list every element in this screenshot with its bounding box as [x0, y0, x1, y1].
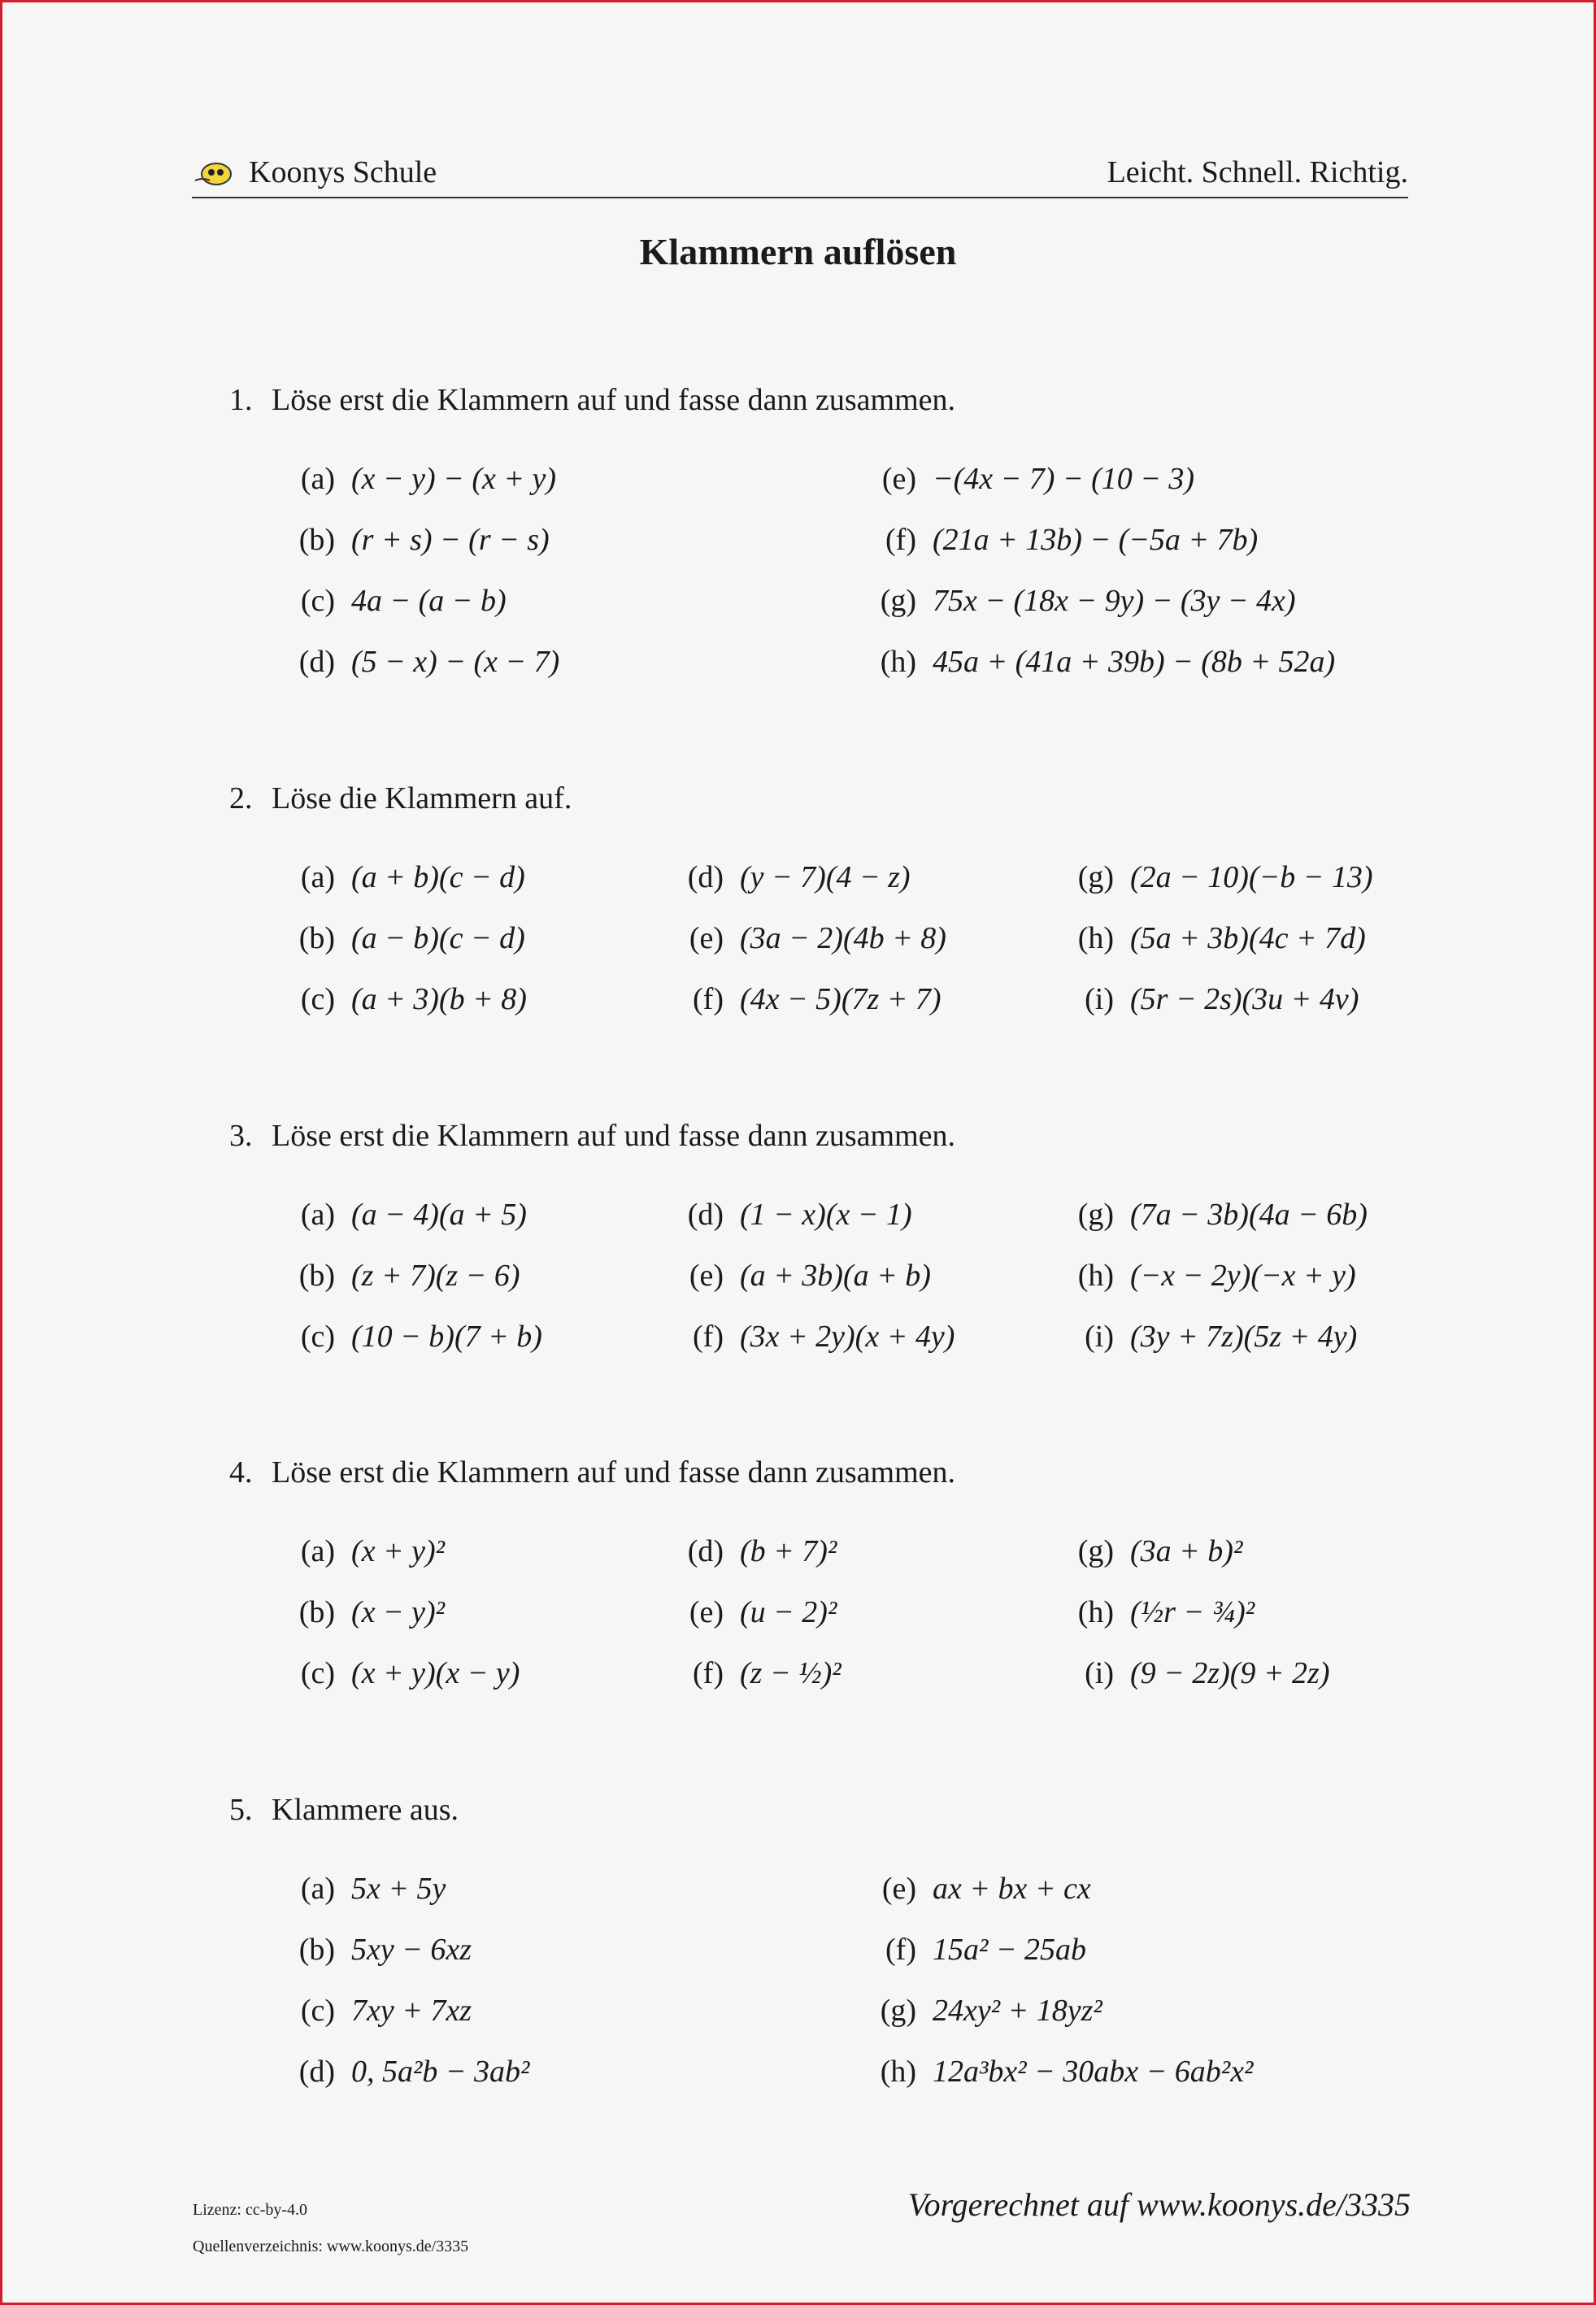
exercise-item: [861, 459, 1194, 499]
item-label: (g): [880, 1994, 916, 2028]
item-label: (b): [298, 921, 335, 955]
item-label: (b): [298, 1259, 335, 1293]
exercise-item: [280, 459, 556, 499]
brand-name: Koonys Schule: [249, 155, 437, 189]
exercise-item: [668, 1653, 841, 1694]
item-label: (h): [1077, 921, 1114, 955]
item-expression: (2a − 10)(−b − 13): [1130, 860, 1373, 894]
item-expression: (10 − b)(7 + b): [351, 1320, 542, 1354]
exercise-instruction: Löse erst die Klammern auf und fasse dann zusammen.: [272, 1455, 956, 1490]
exercise-item: [280, 1990, 472, 2031]
item-label: (d): [687, 1534, 724, 1568]
item-expression: (1 − x)(x − 1): [740, 1198, 912, 1232]
item-expression: (5r − 2s)(3u + 4v): [1130, 982, 1359, 1016]
exercise-item: [1059, 1255, 1356, 1296]
brand[interactable]: [192, 154, 437, 190]
page-title: Klammern auflösen: [639, 231, 957, 272]
exercise-instruction: Löse die Klammern auf.: [272, 781, 572, 815]
exercise-item: [668, 1531, 837, 1572]
item-expression: (−x − 2y)(−x + y): [1130, 1259, 1356, 1293]
exercise-item: [280, 1194, 527, 1235]
item-label: (f): [693, 1656, 724, 1690]
item-label: (i): [1085, 1656, 1114, 1690]
item-expression: (a − b)(c − d): [351, 921, 525, 955]
item-expression: 12a³bx² − 30abx − 6ab²x²: [933, 2055, 1254, 2089]
item-expression: (4x − 5)(7z + 7): [740, 982, 942, 1016]
item-label: (d): [298, 645, 335, 679]
exercise-item: [668, 857, 911, 898]
item-expression: 0, 5a²b − 3ab²: [351, 2055, 530, 2089]
exercise-item: [1059, 1653, 1329, 1694]
item-label: (d): [687, 860, 724, 894]
item-label: (f): [693, 982, 724, 1016]
item-expression: ax + bx + cx: [933, 1872, 1091, 1906]
item-expression: (u − 2)²: [740, 1595, 837, 1629]
item-label: (f): [693, 1320, 724, 1354]
exercise-item: [280, 520, 550, 560]
exercise-item: [1059, 857, 1373, 898]
item-label: (e): [689, 1259, 724, 1293]
exercise-item: [1059, 1194, 1368, 1235]
item-label: (e): [881, 462, 916, 496]
item-label: (b): [298, 523, 335, 557]
exercise-item: [280, 641, 559, 682]
item-expression: (9 − 2z)(9 + 2z): [1130, 1656, 1330, 1690]
item-label: (h): [880, 645, 916, 679]
item-label: (a): [300, 1534, 335, 1568]
exercise-item: [861, 1990, 1102, 2031]
item-expression: (z + 7)(z − 6): [351, 1259, 520, 1293]
item-expression: (x − y)²: [351, 1595, 446, 1629]
exercise-item: [280, 1929, 472, 1970]
exercise-item: [280, 857, 525, 898]
item-expression: (3x + 2y)(x + 4y): [740, 1320, 955, 1354]
exercise-4: [229, 1452, 1408, 1690]
item-label: (i): [1085, 1320, 1114, 1354]
license-text: Lizenz: cc-by-4.0: [193, 2201, 308, 2219]
item-expression: 4a − (a − b): [351, 584, 507, 618]
exercise-instruction: Löse erst die Klammern auf und fasse dann zusammen.: [272, 1119, 956, 1153]
exercise-item: [1059, 1316, 1357, 1357]
item-expression: (a + 3b)(a + b): [740, 1259, 931, 1293]
exercise-item: [668, 979, 942, 1020]
exercise-item: [861, 581, 1296, 621]
item-label: (b): [298, 1595, 335, 1629]
exercise-item: [668, 918, 946, 959]
item-expression: (21a + 13b) − (−5a + 7b): [933, 523, 1259, 557]
item-label: (g): [1077, 1198, 1114, 1232]
item-label: (c): [300, 584, 335, 618]
item-expression: (7a − 3b)(4a − 6b): [1130, 1198, 1368, 1232]
item-label: (h): [1077, 1259, 1114, 1293]
exercise-instruction: Klammere aus.: [272, 1793, 459, 1827]
exercise-number: 4.: [229, 1455, 253, 1490]
exercise-item: [280, 979, 527, 1020]
exercise-item: [280, 2051, 529, 2092]
exercise-item: [861, 2051, 1253, 2092]
item-expression: 5xy − 6xz: [351, 1933, 472, 1967]
exercise-item: [861, 1929, 1086, 1970]
item-expression: 24xy² + 18yz²: [933, 1994, 1102, 2028]
exercise-number: 3.: [229, 1119, 253, 1153]
item-label: (c): [300, 1656, 335, 1690]
page-header: [192, 146, 1408, 198]
item-expression: (3a + b)²: [1130, 1534, 1243, 1568]
item-label: (c): [300, 1320, 335, 1354]
item-expression: 7xy + 7xz: [351, 1994, 472, 2028]
exercise-2: [229, 778, 1408, 1016]
exercise-item: [861, 641, 1335, 682]
exercise-item: [1059, 1592, 1255, 1633]
solutions-link[interactable]: Vorgerechnet auf www.koonys.de/3335: [907, 2186, 1411, 2223]
exercise-item: [280, 1316, 542, 1357]
exercise-5: [229, 1790, 1408, 2089]
exercise-item: [861, 520, 1258, 560]
exercise-item: [280, 1592, 445, 1633]
item-expression: (½r − ¾)²: [1130, 1595, 1255, 1629]
exercise-number: 5.: [229, 1793, 253, 1827]
exercise-item: [280, 1868, 446, 1909]
item-expression: (x + y)²: [351, 1534, 446, 1568]
item-label: (e): [881, 1872, 916, 1906]
exercise-number: 2.: [229, 781, 253, 815]
exercise-instruction: Löse erst die Klammern auf und fasse dann zusammen.: [272, 383, 956, 417]
item-expression: (3y + 7z)(5z + 4y): [1130, 1320, 1358, 1354]
item-expression: (a − 4)(a + 5): [351, 1198, 527, 1232]
item-expression: (5a + 3b)(4c + 7d): [1130, 921, 1366, 955]
item-label: (f): [885, 523, 916, 557]
item-label: (a): [300, 462, 335, 496]
exercise-item: [861, 1868, 1091, 1909]
item-label: (a): [300, 1872, 335, 1906]
item-expression: 5x + 5y: [351, 1872, 446, 1906]
exercise-item: [280, 581, 507, 621]
item-label: (h): [880, 2055, 916, 2089]
item-label: (i): [1085, 982, 1114, 1016]
sources-text[interactable]: Quellenverzeichnis: www.koonys.de/3335: [193, 2238, 469, 2255]
exercise-item: [668, 1255, 931, 1296]
item-expression: 15a² − 25ab: [933, 1933, 1087, 1967]
item-expression: (a + 3)(b + 8): [351, 982, 527, 1016]
exercise-item: [280, 1653, 520, 1694]
item-expression: (x + y)(x − y): [351, 1656, 520, 1690]
item-label: (c): [300, 1994, 335, 2028]
item-label: (d): [687, 1198, 724, 1232]
item-label: (g): [880, 584, 916, 618]
exercise-item: [1059, 918, 1366, 959]
item-expression: (z − ½)²: [740, 1656, 841, 1690]
exercise-3: [229, 1116, 1408, 1354]
exercise-number: 1.: [229, 383, 253, 417]
item-expression: (r + s) − (r − s): [351, 523, 550, 557]
item-label: (e): [689, 1595, 724, 1629]
item-label: (a): [300, 860, 335, 894]
exercise-item: [668, 1592, 837, 1633]
item-expression: (a + b)(c − d): [351, 860, 525, 894]
tagline: Leicht. Schnell. Richtig.: [1107, 155, 1408, 189]
item-expression: 75x − (18x − 9y) − (3y − 4x): [933, 584, 1296, 618]
item-expression: (5 − x) − (x − 7): [351, 645, 560, 679]
item-label: (d): [298, 2055, 335, 2089]
exercise-item: [1059, 979, 1359, 1020]
item-label: (a): [300, 1198, 335, 1232]
exercise-item: [1059, 1531, 1242, 1572]
item-label: (f): [885, 1933, 916, 1967]
exercise-item: [280, 1255, 520, 1296]
item-expression: (x − y) − (x + y): [351, 462, 557, 496]
item-label: (g): [1077, 1534, 1114, 1568]
item-label: (e): [689, 921, 724, 955]
item-label: (c): [300, 982, 335, 1016]
item-expression: (b + 7)²: [740, 1534, 837, 1568]
exercise-item: [280, 918, 525, 959]
item-label: (g): [1077, 860, 1114, 894]
exercise-item: [668, 1316, 955, 1357]
item-expression: (3a − 2)(4b + 8): [740, 921, 946, 955]
exercise-1: [229, 380, 1408, 679]
item-label: (b): [298, 1933, 335, 1967]
item-expression: 45a + (41a + 39b) − (8b + 52a): [933, 645, 1336, 679]
item-expression: (y − 7)(4 − z): [740, 860, 911, 894]
exercise-item: [668, 1194, 912, 1235]
item-expression: −(4x − 7) − (10 − 3): [933, 462, 1195, 496]
item-label: (h): [1077, 1595, 1114, 1629]
exercise-item: [280, 1531, 445, 1572]
koonys-logo-icon: [192, 156, 233, 189]
